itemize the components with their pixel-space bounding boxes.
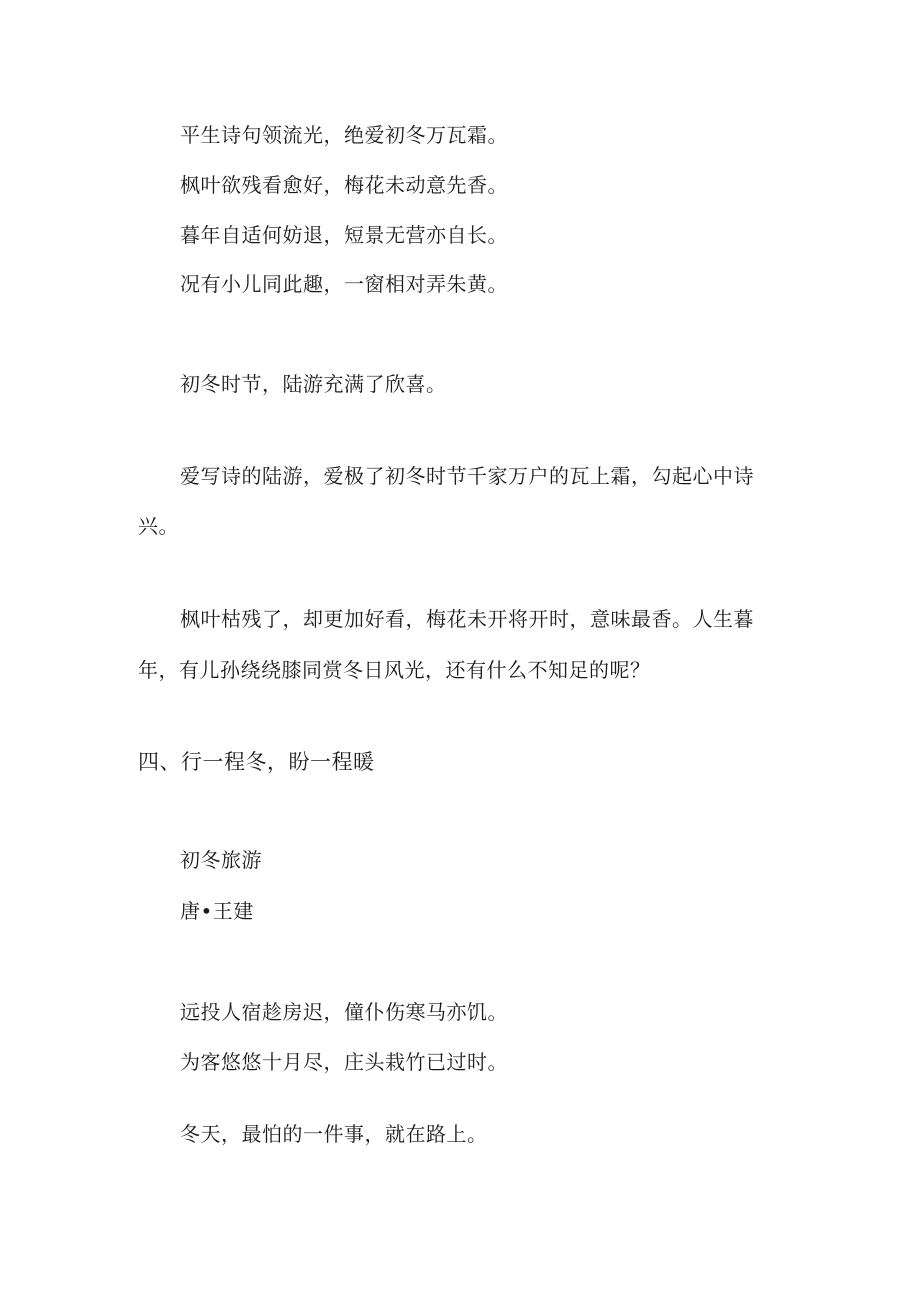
poem2-line-1: 远投人宿趁房迟，僮仆伤寒马亦饥。: [180, 1000, 508, 1024]
poem1-line-2: 枫叶欲残看愈好，梅花未动意先香。: [180, 173, 508, 197]
poem2-title: 初冬旅游: [180, 848, 262, 872]
commentary1-paragraph-3-line-2: 年，有儿孙绕绕膝同赏冬日风光，还有什么不知足的呢？: [138, 658, 651, 682]
commentary1-paragraph-3-line-1: 枫叶枯残了，却更加好看，梅花未开将开时，意味最香。人生暮: [180, 607, 754, 631]
commentary1-paragraph-2-line-2: 兴。: [138, 514, 179, 538]
section-4-heading: 四、行一程冬，盼一程暖: [138, 750, 375, 774]
poem1-line-4: 况有小儿同此趣，一窗相对弄朱黄。: [180, 272, 508, 296]
commentary2-paragraph-1: 冬天，最怕的一件事，就在路上。: [180, 1122, 488, 1146]
poem1-line-1: 平生诗句领流光，绝爱初冬万瓦霜。: [180, 123, 508, 147]
commentary1-paragraph-1: 初冬时节，陆游充满了欣喜。: [180, 372, 447, 396]
commentary1-paragraph-2-line-1: 爱写诗的陆游，爱极了初冬时节千家万户的瓦上霜，勾起心中诗: [180, 464, 754, 488]
poem2-author: 唐•王建: [180, 899, 254, 923]
poem1-line-3: 暮年自适何妨退，短景无营亦自长。: [180, 223, 508, 247]
poem2-line-2: 为客悠悠十月尽，庄头栽竹已过时。: [180, 1050, 508, 1074]
